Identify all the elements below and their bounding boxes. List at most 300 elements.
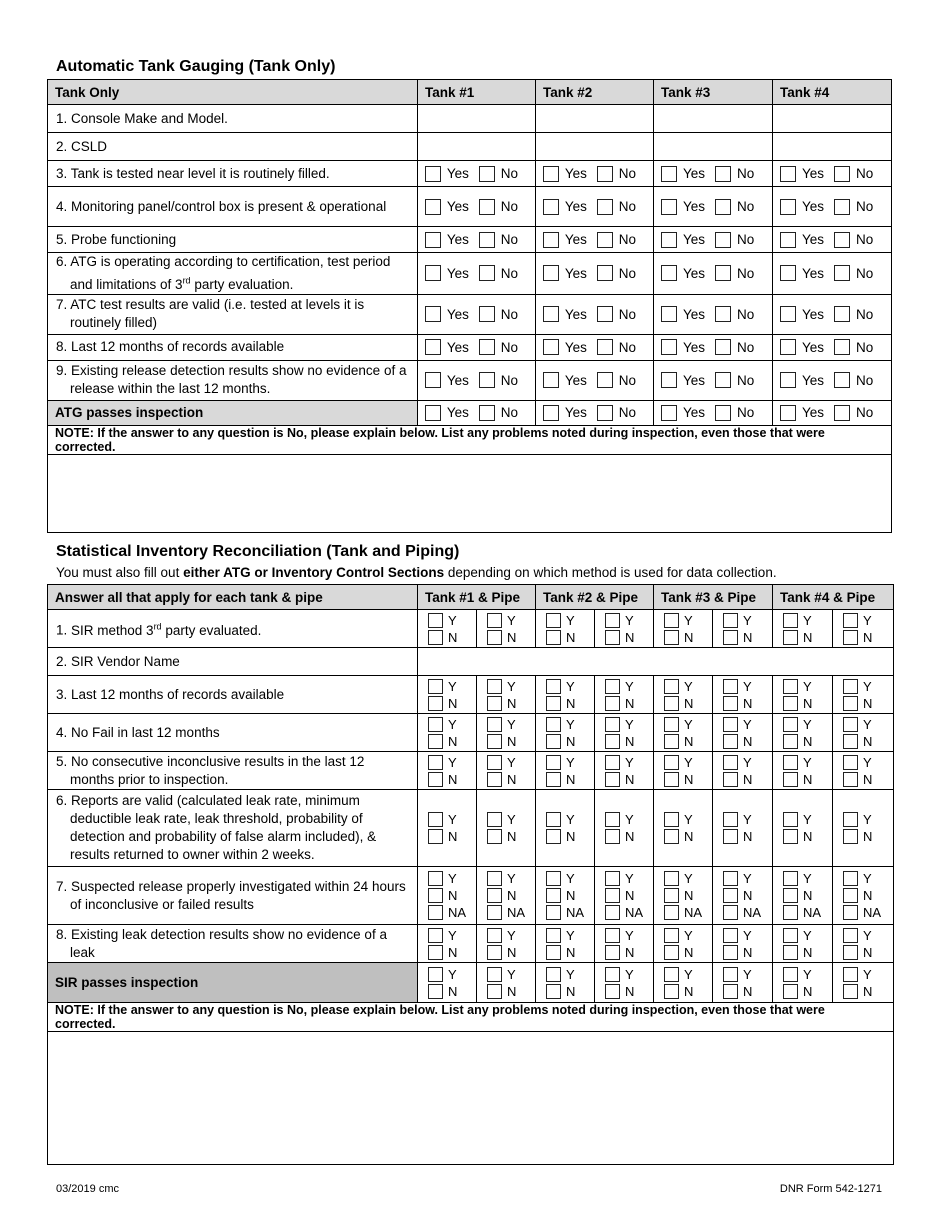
n-checkbox[interactable] <box>843 696 858 711</box>
n-option <box>428 887 476 904</box>
y-label: Y <box>448 966 457 982</box>
sir-answer-cell <box>477 610 536 648</box>
sir-answer-cell <box>833 925 894 963</box>
n-checkbox[interactable] <box>843 984 858 999</box>
n-checkbox[interactable] <box>487 696 502 711</box>
atg-text-entry[interactable] <box>536 133 654 161</box>
y-checkbox[interactable] <box>487 812 502 827</box>
no-checkbox[interactable] <box>834 232 850 248</box>
y-checkbox[interactable] <box>546 812 561 827</box>
y-option <box>487 811 535 828</box>
no-checkbox[interactable] <box>479 166 495 182</box>
n-label: N <box>448 695 458 711</box>
no-checkbox[interactable] <box>597 199 613 215</box>
yes-label: Yes <box>564 306 587 322</box>
yes-label: Yes <box>683 166 706 181</box>
n-label: N <box>863 829 873 844</box>
n-checkbox[interactable] <box>605 630 620 645</box>
n-checkbox[interactable] <box>428 984 443 999</box>
n-checkbox[interactable] <box>605 772 620 787</box>
y-checkbox[interactable] <box>664 928 679 943</box>
y-n-group <box>428 927 476 961</box>
na-checkbox[interactable] <box>428 905 443 920</box>
n-checkbox[interactable] <box>723 630 738 645</box>
y-checkbox[interactable] <box>546 679 561 694</box>
n-label: N <box>863 771 873 787</box>
yes-checkbox[interactable] <box>425 339 441 355</box>
yes-checkbox[interactable] <box>661 339 677 355</box>
n-checkbox[interactable] <box>664 734 679 749</box>
yes-checkbox[interactable] <box>543 405 559 421</box>
na-checkbox[interactable] <box>723 905 738 920</box>
y-checkbox[interactable] <box>546 613 561 628</box>
atg-explain-area[interactable] <box>48 454 892 532</box>
y-checkbox[interactable] <box>428 812 443 827</box>
no-checkbox[interactable] <box>479 339 495 355</box>
y-checkbox[interactable] <box>487 613 502 628</box>
n-checkbox[interactable] <box>723 772 738 787</box>
y-checkbox[interactable] <box>487 871 502 886</box>
n-checkbox[interactable] <box>546 630 561 645</box>
no-checkbox[interactable] <box>715 306 731 322</box>
n-checkbox[interactable] <box>487 772 502 787</box>
y-checkbox[interactable] <box>723 755 738 770</box>
n-checkbox[interactable] <box>843 772 858 787</box>
yes-checkbox[interactable] <box>661 199 677 215</box>
no-checkbox[interactable] <box>715 339 731 355</box>
yes-no-group <box>543 372 646 388</box>
yes-checkbox[interactable] <box>425 265 441 281</box>
y-checkbox[interactable] <box>723 613 738 628</box>
no-checkbox[interactable] <box>715 265 731 281</box>
n-checkbox[interactable] <box>843 734 858 749</box>
y-label: Y <box>507 871 516 886</box>
yes-checkbox[interactable] <box>543 306 559 322</box>
y-n-group <box>546 678 594 712</box>
n-checkbox[interactable] <box>428 772 443 787</box>
yes-no-group <box>661 166 765 182</box>
yes-checkbox[interactable] <box>425 199 441 215</box>
n-option <box>428 983 476 1000</box>
no-checkbox[interactable] <box>834 199 850 215</box>
atg-question-cell <box>48 105 418 133</box>
y-checkbox[interactable] <box>428 613 443 628</box>
n-checkbox[interactable] <box>723 696 738 711</box>
y-n-group <box>783 612 832 646</box>
n-checkbox[interactable] <box>843 945 858 960</box>
y-n-group <box>664 966 712 1000</box>
no-label: No <box>737 265 755 281</box>
y-checkbox[interactable] <box>428 928 443 943</box>
atg-text-entry[interactable] <box>773 105 892 133</box>
n-checkbox[interactable] <box>664 630 679 645</box>
y-checkbox[interactable] <box>723 717 738 732</box>
atg-answer-cell <box>654 253 773 295</box>
y-checkbox[interactable] <box>664 812 679 827</box>
yes-checkbox[interactable] <box>780 405 796 421</box>
y-checkbox[interactable] <box>605 967 620 982</box>
y-checkbox[interactable] <box>546 717 561 732</box>
atg-text-entry[interactable] <box>418 133 536 161</box>
n-checkbox[interactable] <box>664 888 679 903</box>
y-checkbox[interactable] <box>487 679 502 694</box>
sir-question-row <box>48 867 894 925</box>
no-checkbox[interactable] <box>597 232 613 248</box>
yes-checkbox[interactable] <box>780 372 796 388</box>
n-checkbox[interactable] <box>605 888 620 903</box>
na-checkbox[interactable] <box>605 905 620 920</box>
sir-header-cell: Tank #4 & Pipe <box>773 585 894 610</box>
sir-explain-area[interactable] <box>48 1032 894 1165</box>
na-checkbox[interactable] <box>783 905 798 920</box>
atg-text-entry[interactable] <box>654 133 773 161</box>
y-checkbox[interactable] <box>783 613 798 628</box>
n-option <box>605 629 653 646</box>
y-checkbox[interactable] <box>487 717 502 732</box>
na-checkbox[interactable] <box>487 905 502 920</box>
y-checkbox[interactable] <box>723 928 738 943</box>
yes-checkbox[interactable] <box>425 306 441 322</box>
sir-subtitle-post: depending on which method is used for data collection. <box>444 565 777 580</box>
n-checkbox[interactable] <box>487 984 502 999</box>
yes-checkbox[interactable] <box>661 405 677 421</box>
y-checkbox[interactable] <box>783 928 798 943</box>
atg-question-row <box>48 227 892 253</box>
y-checkbox[interactable] <box>664 717 679 732</box>
n-checkbox[interactable] <box>546 984 561 999</box>
no-checkbox[interactable] <box>715 199 731 215</box>
y-checkbox[interactable] <box>605 679 620 694</box>
n-checkbox[interactable] <box>487 734 502 749</box>
sir-answer-cell <box>536 610 595 648</box>
no-checkbox[interactable] <box>715 372 731 388</box>
n-label: N <box>448 888 458 903</box>
n-checkbox[interactable] <box>487 829 502 844</box>
atg-text-entry[interactable] <box>536 105 654 133</box>
y-option <box>546 870 594 887</box>
n-checkbox[interactable] <box>546 772 561 787</box>
yes-label: Yes <box>802 339 825 355</box>
n-checkbox[interactable] <box>664 945 679 960</box>
y-checkbox[interactable] <box>664 967 679 982</box>
y-n-group <box>664 716 712 750</box>
sir-answer-cell <box>477 714 536 752</box>
n-checkbox[interactable] <box>605 829 620 844</box>
n-checkbox[interactable] <box>428 888 443 903</box>
no-checkbox[interactable] <box>479 405 495 421</box>
yes-checkbox[interactable] <box>543 232 559 248</box>
n-label: N <box>684 771 694 787</box>
no-checkbox[interactable] <box>597 372 613 388</box>
n-checkbox[interactable] <box>546 696 561 711</box>
n-checkbox[interactable] <box>428 829 443 844</box>
y-checkbox[interactable] <box>487 755 502 770</box>
n-checkbox[interactable] <box>546 888 561 903</box>
yes-label: Yes <box>802 166 825 181</box>
sir-subtitle-pre: You must also fill out <box>56 565 184 580</box>
n-checkbox[interactable] <box>723 984 738 999</box>
n-checkbox[interactable] <box>723 888 738 903</box>
yes-checkbox[interactable] <box>780 199 796 215</box>
y-checkbox[interactable] <box>783 679 798 694</box>
y-checkbox[interactable] <box>605 717 620 732</box>
y-n-group <box>428 678 476 712</box>
n-checkbox[interactable] <box>783 772 798 787</box>
n-checkbox[interactable] <box>723 945 738 960</box>
yes-checkbox[interactable] <box>661 232 677 248</box>
yes-checkbox[interactable] <box>661 265 677 281</box>
y-checkbox[interactable] <box>723 967 738 982</box>
y-checkbox[interactable] <box>605 755 620 770</box>
y-checkbox[interactable] <box>783 717 798 732</box>
na-label: NA <box>507 905 526 920</box>
question-number: 4. <box>56 724 72 740</box>
y-n-group <box>723 811 772 845</box>
y-n-group <box>487 612 535 646</box>
y-checkbox[interactable] <box>546 928 561 943</box>
na-checkbox[interactable] <box>546 905 561 920</box>
n-checkbox[interactable] <box>843 630 858 645</box>
y-checkbox[interactable] <box>843 871 858 886</box>
sir-pass-answer-cell <box>833 963 894 1003</box>
no-checkbox[interactable] <box>715 232 731 248</box>
no-checkbox[interactable] <box>597 166 613 182</box>
yes-checkbox[interactable] <box>543 372 559 388</box>
y-checkbox[interactable] <box>487 928 502 943</box>
n-checkbox[interactable] <box>428 630 443 645</box>
no-checkbox[interactable] <box>834 339 850 355</box>
y-option <box>723 612 772 629</box>
sir-answer-cell <box>418 610 477 648</box>
y-checkbox[interactable] <box>428 967 443 982</box>
n-checkbox[interactable] <box>783 945 798 960</box>
atg-text-entry[interactable] <box>654 105 773 133</box>
no-checkbox[interactable] <box>479 372 495 388</box>
no-label: No <box>856 166 874 181</box>
y-checkbox[interactable] <box>546 967 561 982</box>
n-checkbox[interactable] <box>605 984 620 999</box>
n-checkbox[interactable] <box>664 829 679 844</box>
y-n-group <box>428 716 476 750</box>
n-checkbox[interactable] <box>605 734 620 749</box>
no-checkbox[interactable] <box>715 405 731 421</box>
y-checkbox[interactable] <box>843 755 858 770</box>
sir-answer-cell <box>418 925 477 963</box>
no-checkbox[interactable] <box>479 265 495 281</box>
y-checkbox[interactable] <box>843 679 858 694</box>
yes-checkbox[interactable] <box>780 339 796 355</box>
na-option <box>723 904 772 921</box>
n-checkbox[interactable] <box>783 829 798 844</box>
yes-checkbox[interactable] <box>425 372 441 388</box>
n-label: N <box>566 829 576 844</box>
y-option <box>487 754 535 771</box>
y-checkbox[interactable] <box>783 755 798 770</box>
na-checkbox[interactable] <box>664 905 679 920</box>
n-checkbox[interactable] <box>664 984 679 999</box>
sir-answer-cell <box>833 752 894 790</box>
yes-checkbox[interactable] <box>661 166 677 182</box>
sir-question-row <box>48 648 894 676</box>
y-n-group <box>843 754 893 788</box>
no-checkbox[interactable] <box>479 232 495 248</box>
sir-vendor-entry[interactable] <box>418 648 894 676</box>
y-checkbox[interactable] <box>723 812 738 827</box>
yes-checkbox[interactable] <box>780 166 796 182</box>
n-checkbox[interactable] <box>723 829 738 844</box>
no-checkbox[interactable] <box>479 199 495 215</box>
atg-question-row <box>48 161 892 187</box>
question-text: CSLD <box>71 138 108 154</box>
y-checkbox[interactable] <box>546 755 561 770</box>
y-checkbox[interactable] <box>843 613 858 628</box>
y-label: Y <box>625 754 634 770</box>
n-checkbox[interactable] <box>605 696 620 711</box>
y-checkbox[interactable] <box>428 717 443 732</box>
n-label: N <box>448 829 458 844</box>
n-checkbox[interactable] <box>428 734 443 749</box>
no-checkbox[interactable] <box>479 306 495 322</box>
y-option <box>843 811 893 828</box>
y-checkbox[interactable] <box>664 871 679 886</box>
y-checkbox[interactable] <box>843 812 858 827</box>
n-checkbox[interactable] <box>843 888 858 903</box>
n-checkbox[interactable] <box>428 945 443 960</box>
y-checkbox[interactable] <box>843 928 858 943</box>
n-checkbox[interactable] <box>487 888 502 903</box>
y-checkbox[interactable] <box>487 967 502 982</box>
yes-checkbox[interactable] <box>543 199 559 215</box>
no-checkbox[interactable] <box>834 405 850 421</box>
yes-checkbox[interactable] <box>780 306 796 322</box>
yes-checkbox[interactable] <box>661 306 677 322</box>
y-checkbox[interactable] <box>546 871 561 886</box>
y-checkbox[interactable] <box>783 967 798 982</box>
no-checkbox[interactable] <box>597 339 613 355</box>
no-checkbox[interactable] <box>715 166 731 182</box>
atg-text-entry[interactable] <box>418 105 536 133</box>
no-checkbox[interactable] <box>834 265 850 281</box>
y-n-group <box>723 966 772 1000</box>
y-checkbox[interactable] <box>605 613 620 628</box>
y-checkbox[interactable] <box>664 613 679 628</box>
y-n-group <box>723 870 772 921</box>
y-option <box>783 927 832 944</box>
sir-answer-cell <box>654 867 713 925</box>
n-checkbox[interactable] <box>428 696 443 711</box>
n-checkbox[interactable] <box>546 829 561 844</box>
yes-checkbox[interactable] <box>425 405 441 421</box>
question-text: Last 12 months of records available <box>71 686 285 702</box>
y-checkbox[interactable] <box>843 717 858 732</box>
y-checkbox[interactable] <box>664 679 679 694</box>
n-checkbox[interactable] <box>546 734 561 749</box>
y-checkbox[interactable] <box>843 967 858 982</box>
yes-checkbox[interactable] <box>661 372 677 388</box>
yes-checkbox[interactable] <box>425 166 441 182</box>
sir-answer-cell <box>477 676 536 714</box>
n-checkbox[interactable] <box>487 630 502 645</box>
no-checkbox[interactable] <box>597 306 613 322</box>
no-checkbox[interactable] <box>597 265 613 281</box>
no-checkbox[interactable] <box>834 306 850 322</box>
yes-checkbox[interactable] <box>543 265 559 281</box>
y-checkbox[interactable] <box>428 755 443 770</box>
y-checkbox[interactable] <box>428 679 443 694</box>
n-option <box>843 944 893 961</box>
y-checkbox[interactable] <box>605 871 620 886</box>
sir-pass-answer-cell <box>477 963 536 1003</box>
y-checkbox[interactable] <box>783 812 798 827</box>
n-label: N <box>684 733 694 749</box>
y-label: Y <box>684 927 693 943</box>
y-option <box>783 716 832 733</box>
atg-question-row <box>48 133 892 161</box>
n-checkbox[interactable] <box>487 945 502 960</box>
y-option <box>428 811 476 828</box>
yes-checkbox[interactable] <box>780 232 796 248</box>
n-label: N <box>566 629 576 645</box>
n-checkbox[interactable] <box>783 696 798 711</box>
n-option <box>605 771 653 788</box>
n-checkbox[interactable] <box>783 630 798 645</box>
n-checkbox[interactable] <box>723 734 738 749</box>
question-text: ATG is operating according to certification, test period and limitations of 3rd party evaluation. <box>70 254 391 292</box>
y-checkbox[interactable] <box>605 812 620 827</box>
y-option <box>605 678 653 695</box>
y-checkbox[interactable] <box>783 871 798 886</box>
sir-answer-cell <box>773 790 833 867</box>
n-checkbox[interactable] <box>664 696 679 711</box>
n-checkbox[interactable] <box>843 829 858 844</box>
yes-no-group <box>543 306 646 322</box>
na-checkbox[interactable] <box>843 905 858 920</box>
no-checkbox[interactable] <box>834 372 850 388</box>
yes-checkbox[interactable] <box>543 339 559 355</box>
n-option <box>605 695 653 712</box>
n-checkbox[interactable] <box>783 888 798 903</box>
sir-answer-cell <box>713 752 773 790</box>
y-checkbox[interactable] <box>664 755 679 770</box>
y-label: Y <box>507 716 516 732</box>
atg-table <box>47 79 892 533</box>
n-checkbox[interactable] <box>783 984 798 999</box>
y-checkbox[interactable] <box>723 871 738 886</box>
no-checkbox[interactable] <box>597 405 613 421</box>
n-checkbox[interactable] <box>605 945 620 960</box>
n-option <box>428 733 476 750</box>
y-checkbox[interactable] <box>723 679 738 694</box>
y-checkbox[interactable] <box>428 871 443 886</box>
sir-answer-cell <box>833 867 894 925</box>
n-option <box>487 771 535 788</box>
no-checkbox[interactable] <box>834 166 850 182</box>
sir-answer-cell <box>654 610 713 648</box>
y-n-group <box>487 811 535 845</box>
n-label: N <box>507 888 517 903</box>
yes-checkbox[interactable] <box>780 265 796 281</box>
y-checkbox[interactable] <box>605 928 620 943</box>
yes-label: Yes <box>802 265 825 281</box>
yes-checkbox[interactable] <box>425 232 441 248</box>
n-label: N <box>743 771 753 787</box>
yes-checkbox[interactable] <box>543 166 559 182</box>
yes-label: Yes <box>446 405 469 420</box>
n-checkbox[interactable] <box>546 945 561 960</box>
n-checkbox[interactable] <box>783 734 798 749</box>
n-checkbox[interactable] <box>664 772 679 787</box>
atg-text-entry[interactable] <box>773 133 892 161</box>
